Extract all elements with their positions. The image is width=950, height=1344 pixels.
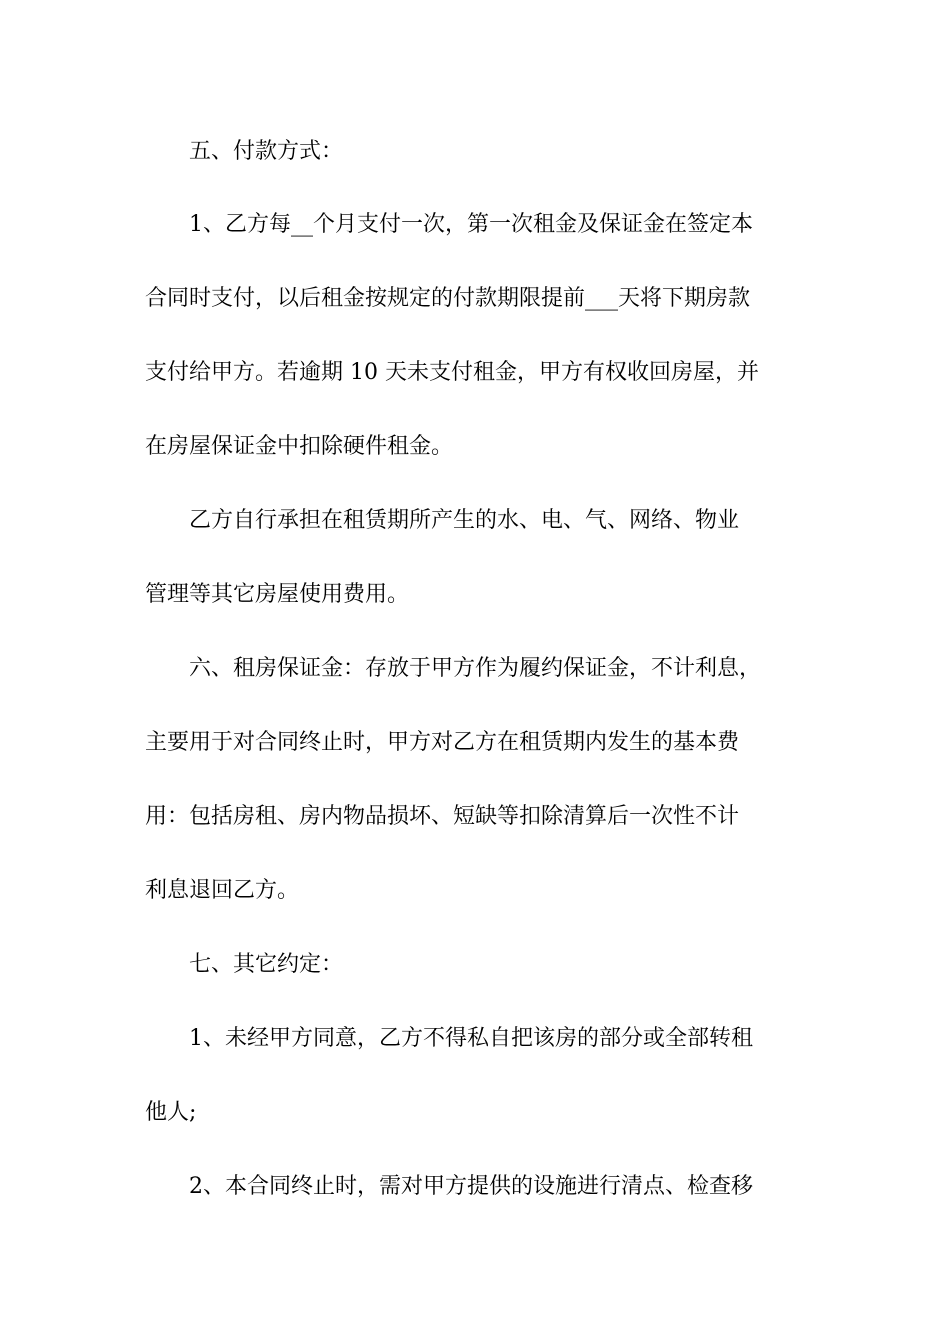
text-line: 主要用于对合同终止时，甲方对乙方在租赁期内发生的基本费 [145,730,740,755]
text-line: 合同时支付，以后租金按规定的付款期限提前___天将下期房款 [145,286,751,311]
text-line: 支付给甲方。若逾期 10 天未支付租金，甲方有权收回房屋，并 [145,360,759,385]
text-line: 1、乙方每__个月支付一次，第一次租金及保证金在签定本 [145,212,753,237]
section-heading-other-terms: 七、其它约定： [145,952,344,977]
section-heading-payment: 五、付款方式： [145,139,344,164]
text-line: 1、未经甲方同意，乙方不得私自把该房的部分或全部转租 [145,1026,753,1051]
text-line: 利息退回乙方。 [145,878,300,903]
section-heading-deposit: 六、租房保证金：存放于甲方作为履约保证金，不计利息， [145,656,762,681]
text-line: 2、本合同终止时，需对甲方提供的设施进行清点、检查移 [145,1174,753,1199]
text-line: 在房屋保证金中扣除硬件租金。 [145,434,454,459]
text-line: 管理等其它房屋使用费用。 [145,582,410,607]
text-line: 用：包括房租、房内物品损坏、短缺等扣除清算后一次性不计 [145,804,740,829]
text-line: 乙方自行承担在租赁期所产生的水、电、气、网络、物业 [145,508,740,533]
text-line: 他人; [145,1100,197,1125]
